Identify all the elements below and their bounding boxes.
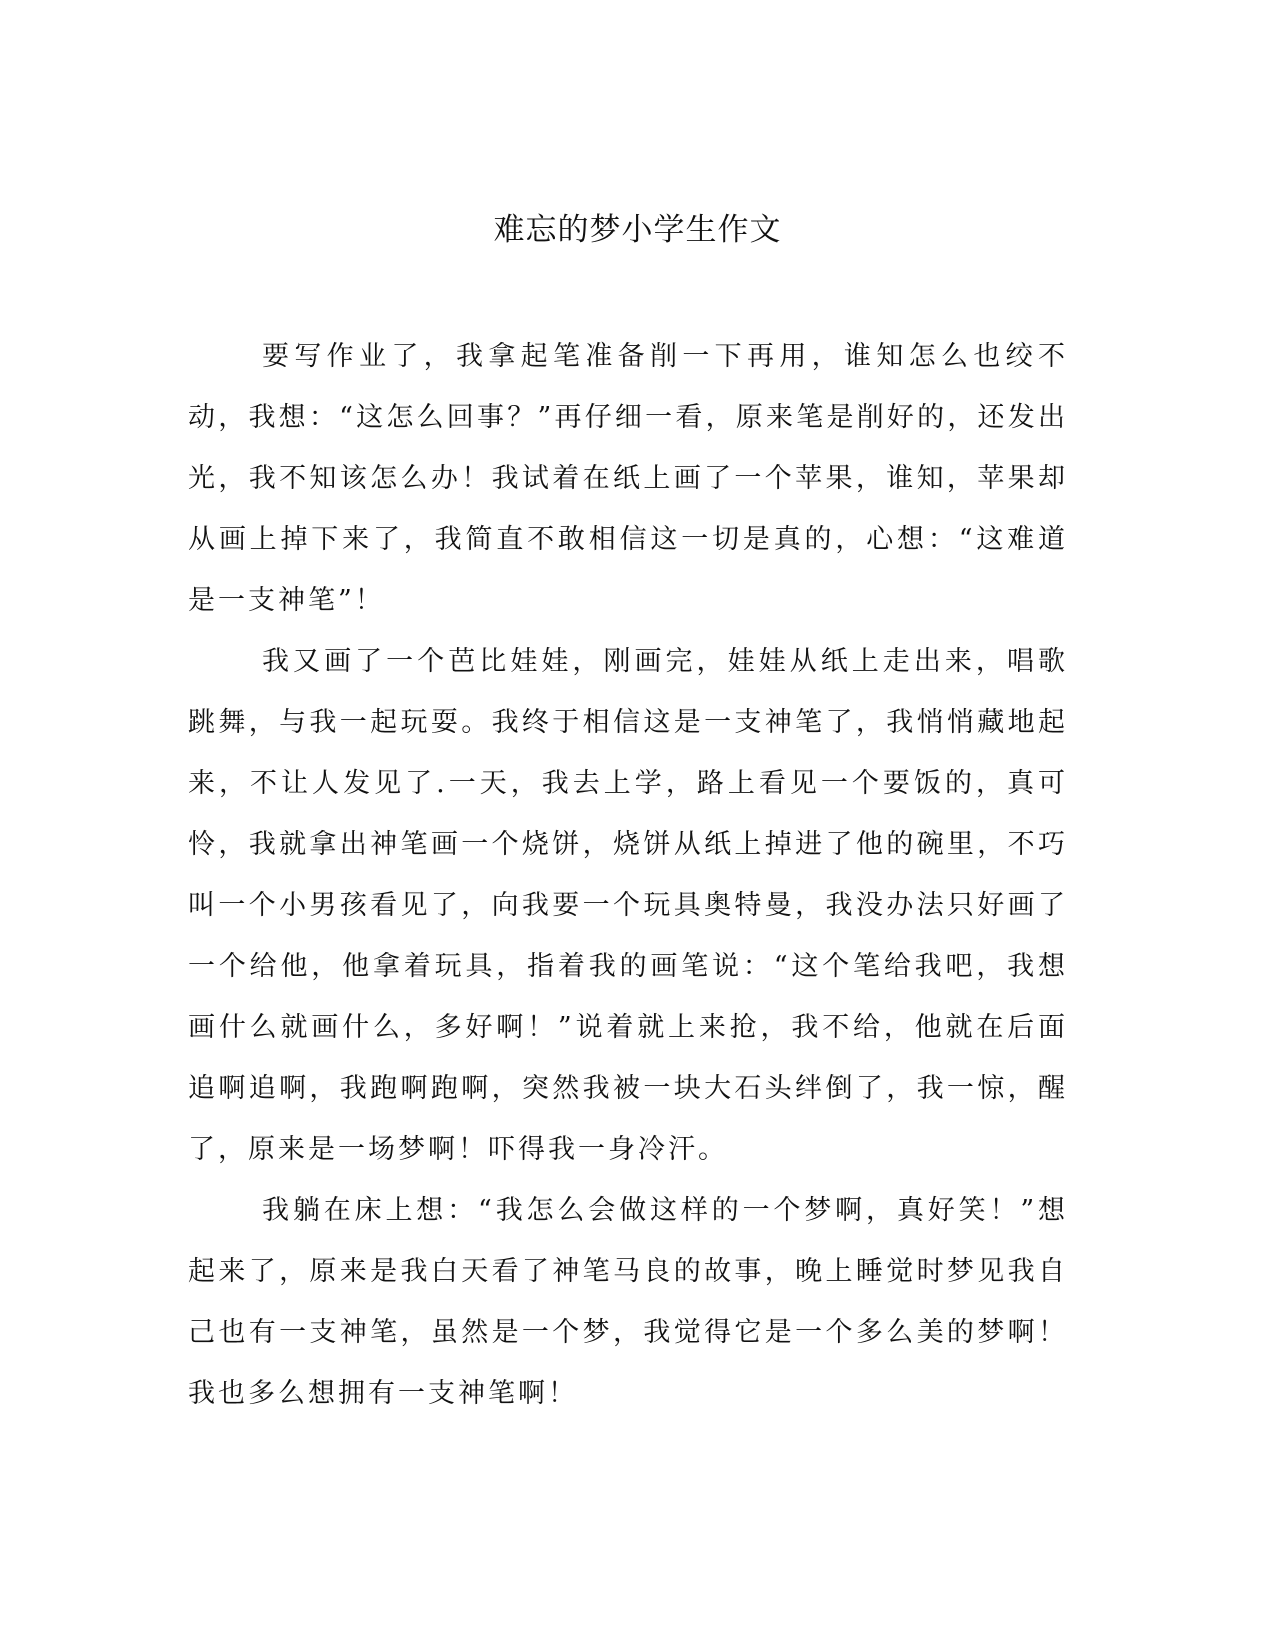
paragraph-2: 我又画了一个芭比娃娃，刚画完，娃娃从纸上走出来，唱歌跳舞，与我一起玩耍。我终于相信这是一支神笔了，我悄悄藏地起来，不让人发见了.一天，我去上学，路上看见一个要饭的，真可怜，我就拿出神笔画一个烧饼，烧饼从纸上掉进了他的碗里，不巧叫一个小男孩看见了，向我要一个玩具奥特曼，我没办法只好画了一个给他，他拿着玩具，指着我的画笔说：“这个笔给我吧，我想画什么就画什么，多好啊！”说着就上来抢，我不给，他就在后面追啊追啊，我跑啊跑啊，突然我被一块大石头绊倒了，我一惊，醒了，原来是一场梦啊！吓得我一身冷汗。 [188, 646, 1068, 1165]
paragraph-1: 要写作业了，我拿起笔准备削一下再用，谁知怎么也绞不动，我想：“这怎么回事？”再仔细一看，原来笔是削好的，还发出光，我不知该怎么办！我试着在纸上画了一个苹果，谁知，苹果却从画上掉下来了，我简直不敢相信这一切是真的，心想：“这难道是一支神笔”！ [188, 341, 1068, 616]
document-title: 难忘的梦小学生作文 [493, 212, 782, 248]
paragraph-3: 我躺在床上想：“我怎么会做这样的一个梦啊，真好笑！”想起来了，原来是我白天看了神笔马良的故事，晚上睡觉时梦见我自己也有一支神笔，虽然是一个梦，我觉得它是一个多么美的梦啊！我也多么想拥有一支神笔啊！ [188, 1195, 1068, 1409]
document-body [188, 326, 1068, 1424]
